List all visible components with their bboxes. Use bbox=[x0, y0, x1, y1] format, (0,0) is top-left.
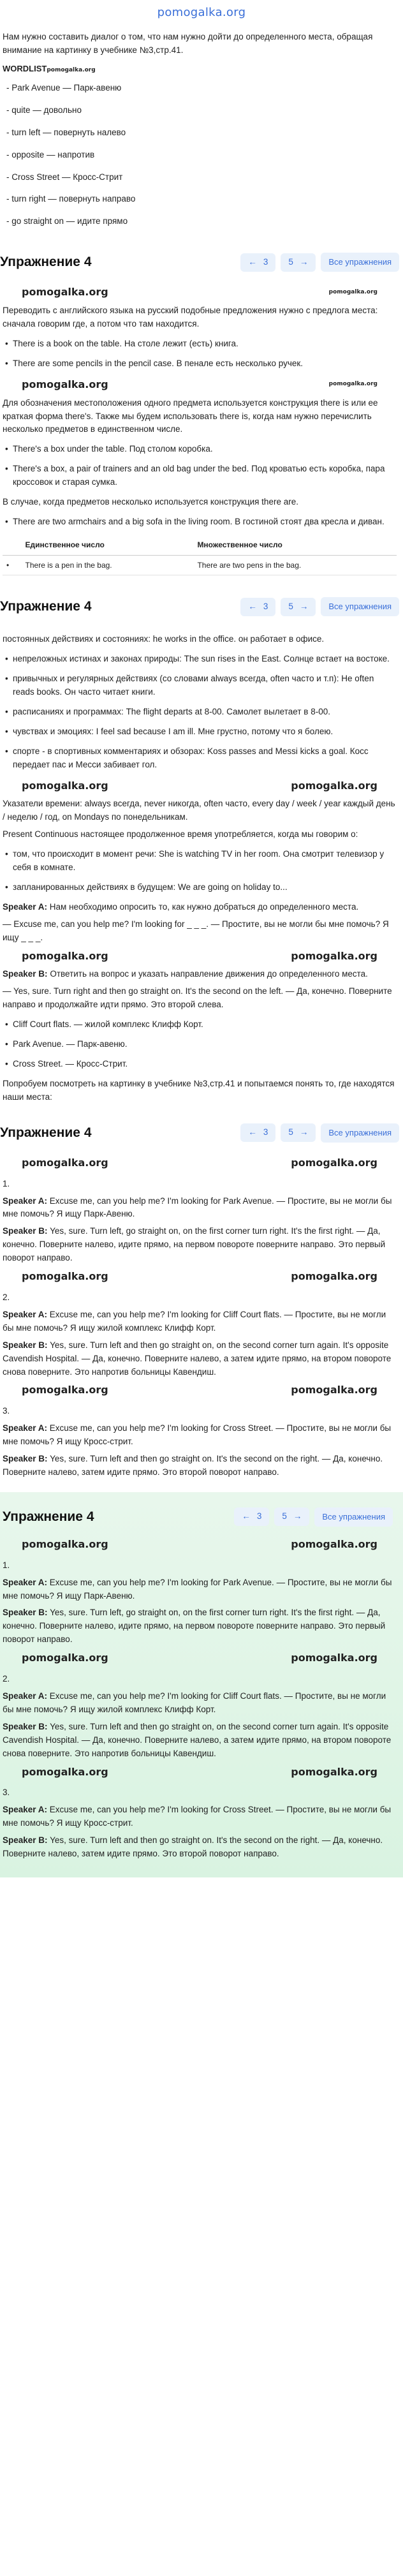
dialog-intro-b bbox=[3, 968, 397, 981]
watermark-row bbox=[3, 1650, 397, 1666]
speaker-a-label: Speaker A: bbox=[3, 1309, 48, 1319]
answer-number: 3. bbox=[3, 1406, 10, 1416]
arrow-left-icon: ← bbox=[248, 601, 257, 611]
speaker-a-label: Speaker A: bbox=[3, 1805, 48, 1815]
answer-b-text: Yes, sure. Turn left and then go straight on, on the second corner turn again. It's opposite Cavendish Hospital. — Да, конечно. Поверните налево, а затем идите прямо, на втором повороте снова поверните. Это напротив больницы Кавендиш. bbox=[3, 1340, 392, 1377]
answer-number: 2. bbox=[3, 1674, 10, 1684]
next-exercise-button[interactable] bbox=[281, 253, 316, 272]
grammar-table bbox=[3, 535, 397, 575]
all-exercises-button[interactable]: Все упражнения bbox=[321, 253, 399, 272]
watermark: pomogalka.org bbox=[22, 779, 108, 792]
next-exercise-button[interactable] bbox=[281, 1123, 316, 1142]
prev-exercise-button[interactable] bbox=[240, 598, 275, 616]
watermark: pomogalka.org bbox=[291, 1384, 377, 1396]
all-exercises-button[interactable]: Все упражнения bbox=[321, 597, 399, 616]
list-item: • привычных и регулярных действиях (со словами always всегда, often часто и т.п): He often reads books. Он часто читает книги. bbox=[13, 672, 397, 699]
section2 bbox=[0, 626, 403, 1111]
next-exercise-button[interactable] bbox=[281, 598, 316, 616]
watermark: pomogalka.org bbox=[22, 378, 108, 390]
answers-block bbox=[0, 1153, 403, 1486]
watermark-row bbox=[3, 1537, 397, 1553]
next-exercise-label: 5 bbox=[288, 1127, 293, 1137]
section1 bbox=[0, 282, 403, 584]
word-item: - turn left — повернуть налево bbox=[6, 126, 397, 140]
answer-a-text: Excuse me, can you help me? I'm looking for Cliff Court flats. — Простите, вы не могли бы мне помочь? Я ищу жилой комплекс Клифф Корт. bbox=[3, 1309, 386, 1333]
answer-number: 3. bbox=[3, 1788, 10, 1798]
word-item: - Cross Street — Кросс-Стрит bbox=[6, 171, 397, 184]
section1-paragraph: Переводить с английского языка на русский подобные предложения нужно с предлога места: сначала говорим где, а потом что там находится. bbox=[3, 306, 378, 329]
exercise-title: Упражнение 4 bbox=[0, 255, 92, 270]
exercise-nav-bar bbox=[3, 1502, 397, 1532]
example-item: • There's a box, a pair of trainers and an old bag under the bed. Под кроватью есть коробка, пара кроссовок и старая сумка. bbox=[13, 463, 397, 489]
word-item: - go straight on — идите прямо bbox=[6, 215, 397, 228]
answer-b bbox=[3, 1453, 397, 1479]
watermark: pomogalka.org bbox=[291, 949, 377, 962]
all-exercises-button[interactable]: Все упражнения bbox=[321, 1123, 399, 1143]
watermark: pomogalka.org bbox=[22, 286, 108, 299]
prev-exercise-button[interactable] bbox=[234, 1507, 269, 1526]
watermark-row bbox=[3, 1765, 397, 1780]
answer-number: 1. bbox=[3, 1178, 10, 1188]
list-item: • расписаниях и программах: The flight departs at 8-00. Самолет вылетает в 8-00. bbox=[13, 706, 397, 719]
watermark-row bbox=[3, 1155, 397, 1171]
wordlist-title-text: WORDLIST bbox=[3, 63, 47, 73]
watermark: pomogalka.org bbox=[47, 66, 96, 73]
next-exercise-button[interactable] bbox=[274, 1507, 309, 1526]
answer-a-text: Excuse me, can you help me? I'm looking for Park Avenue. — Простите, вы не могли бы мне помочь? Я ищу Парк-Авеню. bbox=[3, 1195, 392, 1219]
answer-number: 2. bbox=[3, 1292, 10, 1302]
table-row bbox=[3, 555, 397, 575]
table-header: Множественное число bbox=[193, 535, 397, 555]
watermark: pomogalka.org bbox=[328, 288, 377, 295]
table-cell: There are two pens in the bag. bbox=[193, 555, 397, 575]
watermark: pomogalka.org bbox=[22, 1270, 108, 1283]
arrow-left-icon: ← bbox=[242, 1511, 251, 1521]
place-item: • Cross Street. — Кросс-Стрит. bbox=[13, 1058, 397, 1071]
exercise-nav-bar bbox=[0, 592, 403, 621]
watermark: pomogalka.org bbox=[291, 1156, 377, 1169]
answer-b bbox=[3, 1225, 397, 1265]
exercise-controls bbox=[234, 1507, 393, 1527]
watermark: pomogalka.org bbox=[291, 1652, 377, 1664]
watermark-row bbox=[3, 949, 397, 965]
table-cell: There is a pen in the bag. bbox=[22, 555, 194, 575]
section1-examples bbox=[3, 337, 397, 371]
example-item: • There are some pencils in the pencil case. В пенале есть несколько ручек. bbox=[13, 357, 397, 371]
answer-a bbox=[3, 1803, 397, 1830]
place-item: • Park Avenue. — Парк-авеню. bbox=[13, 1038, 397, 1051]
watermark-row bbox=[3, 377, 397, 393]
prev-exercise-label: 3 bbox=[256, 1511, 262, 1521]
watermark-row bbox=[3, 1382, 397, 1398]
watermark-row bbox=[3, 1269, 397, 1285]
section1-paragraph: Для обозначения местоположения одного предмета используется конструкция there is или ее краткая форма there's. Также мы будем использовать there is, когда нам нужно перечислить несколько предметов в единственном числе. bbox=[3, 397, 378, 434]
places-list bbox=[3, 1018, 397, 1071]
section1-examples bbox=[3, 443, 397, 489]
example-item: • There are two armchairs and a big sofa in the living room. В гостиной стоят два кресла и диван. bbox=[13, 515, 397, 529]
intro-text: Нам нужно составить диалог о том, что нам нужно дойти до определенного места, обращая внимание на картинку в учебнике №3,стр.41. bbox=[3, 31, 373, 55]
answer-b-text: Yes, sure. Turn left and then go straight on. It's the second on the right. — Да, конечно. Поверните налево, затем идите прямо. Это второй поворот направо. bbox=[3, 1454, 383, 1477]
prev-exercise-label: 3 bbox=[263, 601, 268, 611]
dialog-intro-b-line: — Yes, sure. Turn right and then go straight on. It's the second on the left. — Да, конечно. Поверните направо и продолжайте идти прямо. Это второй слева. bbox=[3, 986, 392, 1010]
answer-a-text: Excuse me, can you help me? I'm looking for Park Avenue. — Простите, вы не могли бы мне помочь? Я ищу Парк-Авеню. bbox=[3, 1577, 392, 1601]
wordlist bbox=[3, 82, 397, 228]
speaker-a-label: Speaker A: bbox=[3, 1691, 48, 1701]
section2-list bbox=[3, 653, 397, 771]
exercise-title: Упражнение 4 bbox=[0, 598, 92, 614]
watermark: pomogalka.org bbox=[291, 1765, 377, 1778]
place-item: • Cliff Court flats. — жилой комплекс Клифф Корт. bbox=[13, 1018, 397, 1032]
intro-block bbox=[0, 24, 403, 240]
word-item: - quite — довольно bbox=[6, 104, 397, 117]
exercise-controls bbox=[240, 597, 399, 616]
example-item: • There's a box under the table. Под столом коробка. bbox=[13, 443, 397, 456]
word-item: - Park Avenue — Парк-авеню bbox=[6, 82, 397, 95]
exercise-nav-bar bbox=[0, 1118, 403, 1148]
answer-a-text: Excuse me, can you help me? I'm looking for Cliff Court flats. — Простите, вы не могли бы мне помочь? Я ищу жилой комплекс Клифф Корт. bbox=[3, 1691, 386, 1714]
speaker-b-label: Speaker B: bbox=[3, 1226, 48, 1236]
answer-b bbox=[3, 1834, 397, 1861]
speaker-a-label: Speaker A: bbox=[3, 1195, 48, 1206]
dialog-outro: Попробуем посмотреть на картинку в учебнике №3,стр.41 и попытаемся понять то, где находятся наши места: bbox=[3, 1078, 395, 1102]
answer-b bbox=[3, 1606, 397, 1647]
dialog-intro-a bbox=[3, 901, 397, 914]
exercise-controls bbox=[240, 253, 399, 272]
list-item: • непреложных истинах и законах природы: The sun rises in the East. Солнце встает на востоке. bbox=[13, 653, 397, 666]
all-exercises-button[interactable]: Все упражнения bbox=[314, 1507, 393, 1527]
section1-paragraph: В случае, когда предметов несколько используется конструкция there are. bbox=[3, 497, 298, 507]
word-item: - turn right — повернуть направо bbox=[6, 193, 397, 206]
section2-list bbox=[3, 848, 397, 894]
answer-b-text: Yes, sure. Turn left and then go straight on. It's the second on the right. — Да, конечно. Поверните налево, затем идите прямо. Это второй поворот направо. bbox=[3, 1835, 383, 1859]
watermark-row bbox=[3, 285, 397, 300]
section2-paragraph: Present Continuous настоящее продолженное время употребляется, когда мы говорим о: bbox=[3, 829, 358, 840]
next-exercise-label: 5 bbox=[282, 1511, 287, 1521]
next-exercise-label: 5 bbox=[288, 256, 293, 267]
answer-b-text: Yes, sure. Turn left, go straight on, on the first corner turn right. It's the first right. — Да, конечно. Поверните налево, идите прямо, на первом повороте поверните направо. Это первый поворот направо. bbox=[3, 1226, 386, 1263]
example-item: • There is a book on the table. На столе лежит (есть) книга. bbox=[13, 337, 397, 351]
watermark: pomogalka.org bbox=[291, 1537, 377, 1550]
watermark: pomogalka.org bbox=[328, 381, 377, 388]
list-item: • запланированных действиях в будущем: We are going on holiday to... bbox=[13, 881, 397, 894]
exercise-title: Упражнение 4 bbox=[0, 1125, 92, 1140]
next-exercise-label: 5 bbox=[288, 601, 293, 611]
table-header bbox=[3, 535, 22, 555]
prev-exercise-label: 3 bbox=[263, 1127, 268, 1137]
word-item: - opposite — напротив bbox=[6, 149, 397, 162]
table-header-row bbox=[3, 535, 397, 555]
section2-paragraph: Указатели времени: always всегда, never никогда, often часто, every day / week / year каждый день / неделю / год, on Mondays по понедельникам. bbox=[3, 799, 395, 822]
speaker-b-label: Speaker B: bbox=[3, 1340, 48, 1350]
watermark: pomogalka.org bbox=[22, 1384, 108, 1396]
speaker-b-label: Speaker B: bbox=[3, 969, 48, 979]
wordlist-title bbox=[3, 63, 397, 75]
watermark: pomogalka.org bbox=[291, 1270, 377, 1283]
watermark: pomogalka.org bbox=[22, 1765, 108, 1778]
watermark: pomogalka.org bbox=[22, 1156, 108, 1169]
arrow-left-icon: ← bbox=[248, 256, 257, 267]
prev-exercise-label: 3 bbox=[263, 256, 268, 267]
answer-a bbox=[3, 1422, 397, 1449]
speaker-a-text: Нам необходимо опросить то, как нужно добраться до определенного места. bbox=[49, 901, 359, 912]
list-item: • чувствах и эмоциях: I feel sad because I am ill. Мне грустно, потому что я болею. bbox=[13, 725, 397, 739]
table-header: Единственное число bbox=[22, 535, 194, 555]
exercise-title: Упражнение 4 bbox=[3, 1509, 94, 1524]
answer-b-text: Yes, sure. Turn left and then go straight on, on the second corner turn again. It's opposite Cavendish Hospital. — Да, конечно. Поверните налево, а затем идите прямо, на втором повороте снова поверните. Это напротив больницы Кавендиш. bbox=[3, 1721, 392, 1758]
speaker-b-label: Speaker B: bbox=[3, 1454, 48, 1464]
arrow-left-icon: ← bbox=[248, 1127, 257, 1137]
speaker-a-label: Speaker A: bbox=[3, 1423, 48, 1433]
arrow-right-icon: → bbox=[299, 601, 309, 611]
answer-a bbox=[3, 1690, 397, 1717]
list-item: • спорте - в спортивных комментариях и обзорах: Koss passes and Messi kicks a goal. Косс передает пас и Месси забивает гол. bbox=[13, 745, 397, 772]
prev-exercise-button[interactable] bbox=[240, 1123, 275, 1142]
highlighted-answer-section bbox=[0, 1492, 403, 1877]
answer-a-text: Excuse me, can you help me? I'm looking for Cross Street. — Простите, вы не могли бы мне помочь? Я ищу Кросс-стрит. bbox=[3, 1423, 392, 1447]
prev-exercise-button[interactable] bbox=[240, 253, 275, 272]
answer-a bbox=[3, 1308, 397, 1335]
answer-a bbox=[3, 1195, 397, 1222]
exercise-controls bbox=[240, 1123, 399, 1143]
watermark-row bbox=[3, 778, 397, 794]
arrow-right-icon: → bbox=[299, 1127, 309, 1137]
dialog-intro-a-line: — Excuse me, can you help me? I'm looking for _ _ _. — Простите, вы не могли бы мне помочь? Я ищу _ _ _. bbox=[3, 919, 389, 942]
answer-number: 1. bbox=[3, 1560, 10, 1570]
site-logo[interactable]: pomogalka.org bbox=[157, 6, 246, 19]
answer-b bbox=[3, 1721, 397, 1761]
table-cell: • bbox=[3, 555, 22, 575]
section2-paragraph: постоянных действиях и состояниях: he works in the office. он работает в офисе. bbox=[3, 634, 325, 644]
speaker-a-label: Speaker A: bbox=[3, 1577, 48, 1587]
watermark: pomogalka.org bbox=[22, 949, 108, 962]
arrow-right-icon: → bbox=[293, 1511, 302, 1521]
speaker-b-label: Speaker B: bbox=[3, 1608, 48, 1618]
answer-a-text: Excuse me, can you help me? I'm looking for Cross Street. — Простите, вы не могли бы мне помочь? Я ищу Кросс-стрит. bbox=[3, 1805, 392, 1828]
watermark: pomogalka.org bbox=[22, 1537, 108, 1550]
speaker-b-label: Speaker B: bbox=[3, 1721, 48, 1731]
section1-examples bbox=[3, 515, 397, 529]
speaker-b-text: Ответить на вопрос и указать направление движения до определенного места. bbox=[50, 969, 368, 979]
answer-b-text: Yes, sure. Turn left, go straight on, on the first corner turn right. It's the first right. — Да, конечно. Поверните налево, идите прямо, на первом повороте поверните направо. Это первый поворот направо. bbox=[3, 1608, 386, 1645]
list-item: • том, что происходит в момент речи: She is watching TV in her room. Она смотрит телевизор у себя в комнате. bbox=[13, 848, 397, 875]
answer-b bbox=[3, 1339, 397, 1379]
answer-a bbox=[3, 1576, 397, 1603]
exercise-nav-bar bbox=[0, 248, 403, 277]
speaker-a-label: Speaker A: bbox=[3, 901, 48, 912]
arrow-right-icon: → bbox=[299, 256, 309, 267]
watermark: pomogalka.org bbox=[22, 1652, 108, 1664]
speaker-b-label: Speaker B: bbox=[3, 1835, 48, 1846]
watermark: pomogalka.org bbox=[291, 779, 377, 792]
